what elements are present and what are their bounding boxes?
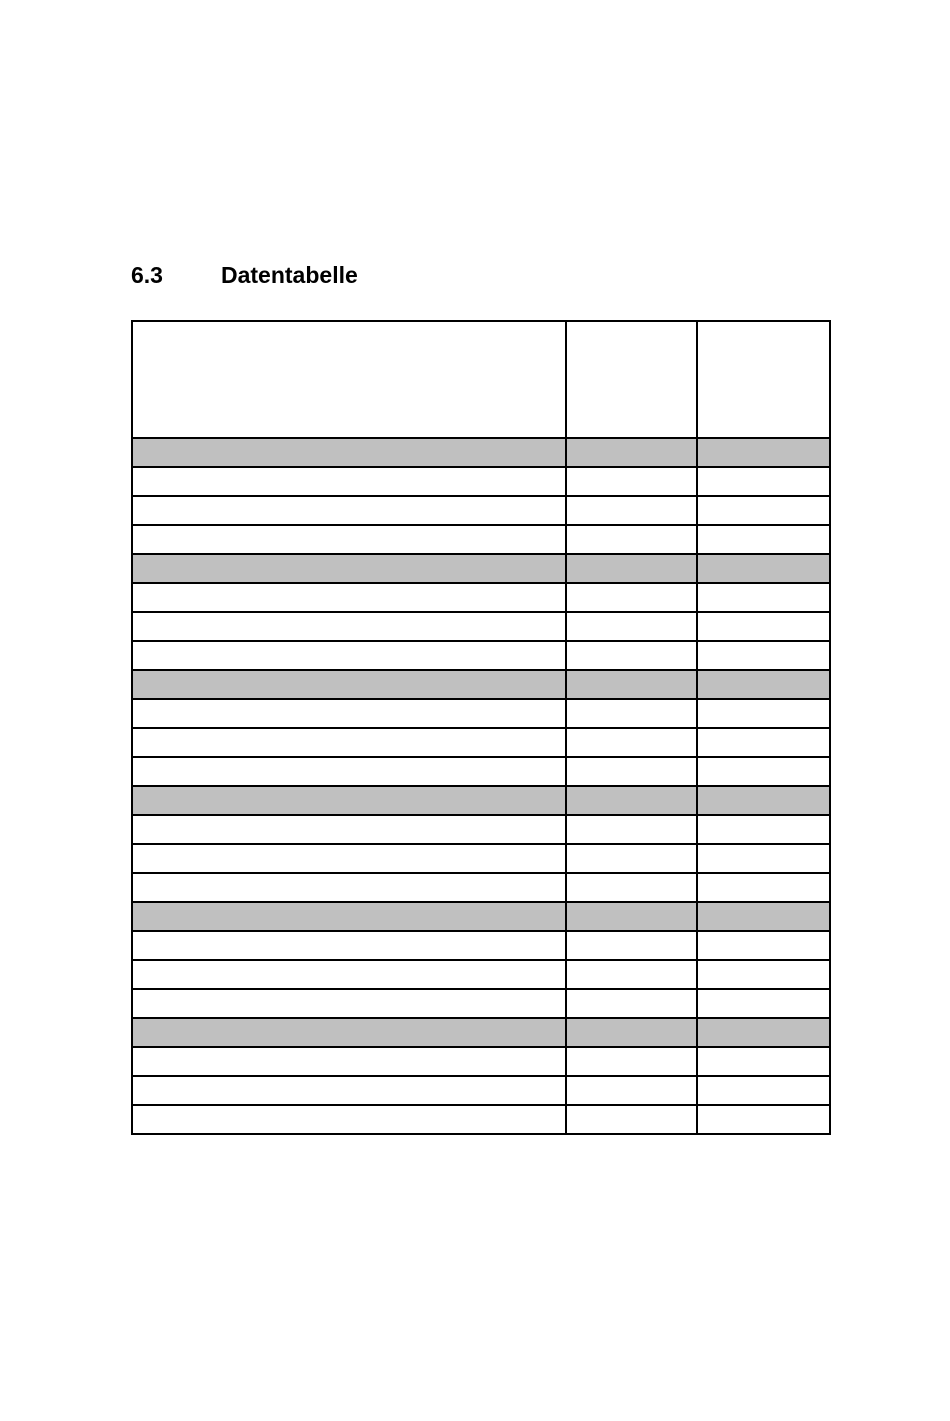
- table-cell: [132, 496, 566, 525]
- table-row: [132, 873, 830, 902]
- table-row: [132, 757, 830, 786]
- table-cell: [697, 670, 830, 699]
- data-table: [131, 320, 831, 1135]
- table-row: [132, 815, 830, 844]
- table-row: [132, 583, 830, 612]
- table-cell: [132, 670, 566, 699]
- table-cell: [566, 989, 697, 1018]
- table-cell: [566, 525, 697, 554]
- table-cell: [697, 728, 830, 757]
- table-cell: [566, 1018, 697, 1047]
- table-cell: [566, 583, 697, 612]
- table-cell: [697, 902, 830, 931]
- group-row: [132, 786, 830, 815]
- header-cell: [132, 321, 566, 438]
- table-cell: [132, 786, 566, 815]
- table-cell: [697, 612, 830, 641]
- table-cell: [132, 873, 566, 902]
- table-cell: [566, 815, 697, 844]
- table-cell: [566, 728, 697, 757]
- table-row: [132, 1105, 830, 1134]
- table-cell: [566, 757, 697, 786]
- table-cell: [566, 612, 697, 641]
- table-cell: [566, 873, 697, 902]
- table-cell: [697, 931, 830, 960]
- table-row: [132, 525, 830, 554]
- table-cell: [566, 1076, 697, 1105]
- table-cell: [697, 699, 830, 728]
- table-cell: [566, 1047, 697, 1076]
- table-cell: [697, 438, 830, 467]
- table-cell: [132, 960, 566, 989]
- table-row: [132, 728, 830, 757]
- table-cell: [566, 786, 697, 815]
- table-row: [132, 960, 830, 989]
- table-row: [132, 641, 830, 670]
- table-cell: [132, 1076, 566, 1105]
- section-number: 6.3: [131, 262, 163, 288]
- table-cell: [697, 496, 830, 525]
- group-row: [132, 902, 830, 931]
- table-cell: [697, 1047, 830, 1076]
- table-cell: [132, 931, 566, 960]
- group-row: [132, 670, 830, 699]
- table-cell: [566, 467, 697, 496]
- table-cell: [697, 989, 830, 1018]
- table-row: [132, 699, 830, 728]
- table-cell: [697, 467, 830, 496]
- table-cell: [566, 931, 697, 960]
- table-row: [132, 1076, 830, 1105]
- table-cell: [132, 1018, 566, 1047]
- table-cell: [697, 525, 830, 554]
- table-cell: [697, 1105, 830, 1134]
- table-row: [132, 931, 830, 960]
- table-cell: [566, 641, 697, 670]
- table-cell: [566, 554, 697, 583]
- header-cell: [697, 321, 830, 438]
- table-cell: [132, 728, 566, 757]
- table-cell: [697, 1018, 830, 1047]
- table-cell: [132, 525, 566, 554]
- table-cell: [566, 670, 697, 699]
- table-cell: [697, 786, 830, 815]
- table-cell: [132, 583, 566, 612]
- table-cell: [697, 757, 830, 786]
- table-cell: [132, 612, 566, 641]
- table-cell: [132, 902, 566, 931]
- section-title: Datentabelle: [221, 262, 358, 288]
- group-row: [132, 554, 830, 583]
- table-cell: [566, 844, 697, 873]
- table-cell: [566, 1105, 697, 1134]
- table-cell: [132, 699, 566, 728]
- table-cell: [566, 960, 697, 989]
- table-header-row: [132, 321, 830, 438]
- table-row: [132, 612, 830, 641]
- table-cell: [697, 844, 830, 873]
- table-cell: [566, 496, 697, 525]
- table-cell: [132, 554, 566, 583]
- table-cell: [132, 757, 566, 786]
- table-cell: [697, 583, 830, 612]
- group-row: [132, 1018, 830, 1047]
- table-cell: [132, 641, 566, 670]
- header-cell: [566, 321, 697, 438]
- table-cell: [566, 438, 697, 467]
- table-row: [132, 989, 830, 1018]
- table-cell: [566, 699, 697, 728]
- table-cell: [132, 1105, 566, 1134]
- table-cell: [132, 1047, 566, 1076]
- table-cell: [697, 641, 830, 670]
- table-cell: [697, 960, 830, 989]
- table-row: [132, 496, 830, 525]
- table-cell: [697, 1076, 830, 1105]
- table-cell: [697, 815, 830, 844]
- section-heading: [131, 260, 358, 290]
- table-cell: [132, 438, 566, 467]
- table-cell: [697, 873, 830, 902]
- table-cell: [132, 989, 566, 1018]
- table-cell: [697, 554, 830, 583]
- table-cell: [132, 844, 566, 873]
- table-cell: [132, 815, 566, 844]
- table-row: [132, 844, 830, 873]
- table-cell: [132, 467, 566, 496]
- table-cell: [566, 902, 697, 931]
- table-row: [132, 1047, 830, 1076]
- group-row: [132, 438, 830, 467]
- table-row: [132, 467, 830, 496]
